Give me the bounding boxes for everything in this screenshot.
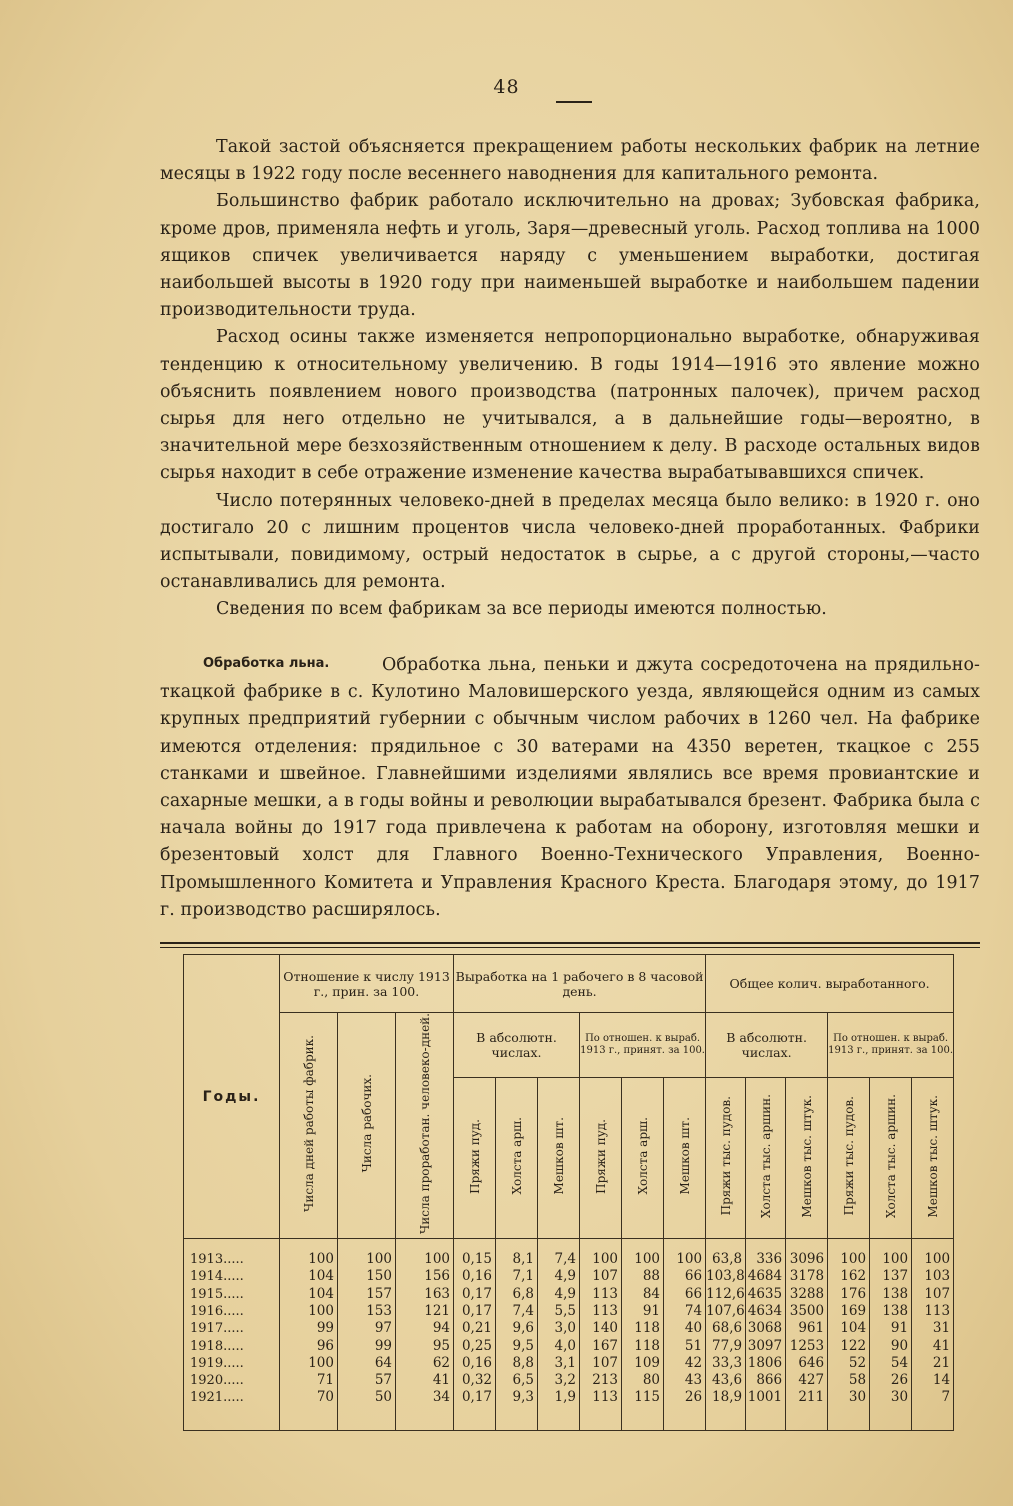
section-text bbox=[160, 652, 980, 924]
table-cell: 3096 bbox=[789, 1251, 825, 1268]
table-cell: 109 bbox=[634, 1354, 661, 1371]
table-cell: 118 bbox=[634, 1337, 661, 1354]
paragraph: Такой застой объясняется прекращением работы нескольких фабрик на летние месяцы в 1922 году после весеннего наводнения для капитального ремонта. bbox=[160, 137, 980, 185]
table-cell: 150 bbox=[366, 1268, 392, 1285]
table-cell: 6,8 bbox=[512, 1285, 535, 1302]
table-cell: 43,6 bbox=[712, 1372, 743, 1389]
year-label: 1916..... bbox=[190, 1303, 244, 1319]
table-cell: 7,4 bbox=[512, 1302, 535, 1319]
data-column bbox=[828, 1239, 870, 1431]
table-cell: 646 bbox=[798, 1354, 825, 1371]
table-cell: 336 bbox=[756, 1251, 783, 1268]
table-cell: 138 bbox=[882, 1302, 909, 1319]
table-cell: 100 bbox=[308, 1354, 334, 1371]
data-column bbox=[538, 1239, 580, 1431]
table-cell: 1253 bbox=[789, 1337, 825, 1354]
table-cell: 118 bbox=[634, 1320, 661, 1337]
table-cell: 21 bbox=[932, 1354, 951, 1371]
column-header: Пряжи пуд. bbox=[580, 1077, 622, 1238]
table-cell: 8,1 bbox=[512, 1251, 535, 1268]
table-cell: 157 bbox=[366, 1285, 392, 1302]
table-cell: 113 bbox=[592, 1389, 619, 1406]
group-header: Общее колич. выработанного. bbox=[706, 955, 954, 1013]
table-cell: 51 bbox=[684, 1337, 703, 1354]
table-cell: 74 bbox=[684, 1302, 703, 1319]
paragraph: Обработка льна, пеньки и джута сосредоточена на прядильно-ткацкой фабрике в с. Кулотино Маловишерского уезда, являющейся одним из самых крупных предприятий губернии с обычным числом рабочих в 1260 чел. На фабрике имеются отделения: прядильное с 30 ватерами на 4350 веретен, ткацкое с 255 станками и швейное. Главнейшими изделиями являлись все время провиантские и сахарные мешки, а в годы войны и революции вырабатывался брезент. Фабрика была с начала войны до 1917 года привлечена к работам на оборону, изготовляя мешки и брезентовый холст для Главного Военно-Технического Управления, Военно-Промышленного Комитета и Управления Красного Креста. Благодаря этому, до 1917 г. производство расширялось. bbox=[160, 655, 980, 920]
table-cell: 112,6 bbox=[706, 1285, 745, 1302]
table-cell: 31 bbox=[932, 1320, 951, 1337]
table-cell: 100 bbox=[676, 1251, 703, 1268]
table-cell: 100 bbox=[840, 1251, 867, 1268]
table-cell: 6,5 bbox=[512, 1372, 535, 1389]
table-cell: 0,21 bbox=[461, 1320, 493, 1337]
column-header: Мешков тыс. штук. bbox=[912, 1077, 954, 1238]
paragraph: Расход осины также изменяется непропорционально выработке, обнаруживая тенденцию к относительному увеличению. В годы 1914—1916 это явление можно объяснить появлением нового производства (патронных палочек), причем расход сырья для него отдельно не учитывался, а в дальнейшие годы—вероятно, в значительной мере безхозяйственным отношением к делу. В расходе остальных видов сырья находит в себе отражение изменение качества вырабатывавшихся спичек. bbox=[160, 327, 980, 484]
table-cell: 5,5 bbox=[554, 1302, 577, 1319]
table-cell: 104 bbox=[308, 1285, 334, 1302]
table-cell: 97 bbox=[374, 1320, 392, 1337]
data-column bbox=[786, 1239, 828, 1431]
table-cell: 0,17 bbox=[461, 1389, 493, 1406]
column-header: Холста тыс. аршин. bbox=[870, 1077, 912, 1238]
table-cell: 3288 bbox=[789, 1285, 825, 1302]
data-column bbox=[746, 1239, 786, 1431]
column-header: Числа рабочих. bbox=[338, 1013, 396, 1239]
table-cell: 40 bbox=[684, 1320, 703, 1337]
subgroup-header: В абсолютн. числах. bbox=[454, 1013, 580, 1078]
table-cell: 100 bbox=[424, 1251, 451, 1268]
table-cell: 94 bbox=[432, 1320, 451, 1337]
table-cell: 34 bbox=[432, 1389, 451, 1406]
table-cell: 1001 bbox=[747, 1389, 783, 1406]
body-text bbox=[160, 134, 980, 624]
column-header: Пряжи пуд. bbox=[454, 1077, 496, 1238]
year-label: 1918..... bbox=[190, 1338, 244, 1354]
table-cell: 26 bbox=[890, 1372, 909, 1389]
paragraph: Сведения по всем фабрикам за все периоды имеются полностью. bbox=[216, 599, 827, 620]
group-header: Выработка на 1 рабочего в 8 часовой день. bbox=[454, 955, 706, 1013]
table-cell: 91 bbox=[890, 1320, 909, 1337]
table-cell: 33,3 bbox=[712, 1354, 743, 1371]
table-cell: 43 bbox=[684, 1372, 703, 1389]
column-header: Пряжи тыс. пудов. bbox=[828, 1077, 870, 1238]
table-cell: 41 bbox=[932, 1337, 951, 1354]
column-header: Холста арш. bbox=[496, 1077, 538, 1238]
table-cell: 100 bbox=[592, 1251, 619, 1268]
table-cell: 100 bbox=[366, 1251, 392, 1268]
table-cell: 115 bbox=[634, 1389, 661, 1406]
column-header: Холста арш. bbox=[622, 1077, 664, 1238]
table-cell: 30 bbox=[890, 1389, 909, 1406]
table-cell: 156 bbox=[424, 1268, 451, 1285]
page-number: 48 bbox=[493, 76, 520, 98]
table-cell: 3500 bbox=[789, 1302, 825, 1319]
table-cell: 211 bbox=[798, 1389, 825, 1406]
table-cell: 137 bbox=[882, 1268, 909, 1285]
data-column bbox=[454, 1239, 496, 1431]
table-cell: 80 bbox=[642, 1372, 661, 1389]
table-cell: 70 bbox=[316, 1389, 334, 1406]
table-cell: 88 bbox=[642, 1268, 661, 1285]
table-cell: 4,9 bbox=[554, 1285, 577, 1302]
table-cell: 91 bbox=[642, 1302, 661, 1319]
production-table bbox=[183, 954, 954, 1431]
table-cell: 42 bbox=[684, 1354, 703, 1371]
table-cell: 153 bbox=[366, 1302, 392, 1319]
table-cell: 7 bbox=[941, 1389, 951, 1406]
table-cell: 107 bbox=[592, 1268, 619, 1285]
table-cell: 866 bbox=[756, 1372, 783, 1389]
table-cell: 103,8 bbox=[706, 1268, 745, 1285]
column-header: Мешков шт. bbox=[664, 1077, 706, 1238]
table-cell: 104 bbox=[308, 1268, 334, 1285]
column-header: Числа дней работы фабрик. bbox=[280, 1013, 338, 1239]
table-cell: 7,1 bbox=[512, 1268, 535, 1285]
table-rule bbox=[160, 947, 980, 948]
subgroup-header: По отношен. к выраб. 1913 г., принят. за 100. bbox=[580, 1013, 706, 1078]
table-cell: 96 bbox=[316, 1337, 334, 1354]
column-header: Пряжи тыс. пудов. bbox=[706, 1077, 746, 1238]
table-cell: 1806 bbox=[747, 1354, 783, 1371]
table-cell: 0,17 bbox=[461, 1302, 493, 1319]
data-column bbox=[496, 1239, 538, 1431]
column-header: Мешков шт. bbox=[538, 1077, 580, 1238]
column-header: Числа проработан. человеко-дней. bbox=[396, 1013, 454, 1239]
year-label: 1920..... bbox=[190, 1373, 244, 1389]
table-cell: 62 bbox=[432, 1354, 451, 1371]
data-column bbox=[338, 1239, 396, 1431]
table-cell: 100 bbox=[308, 1251, 334, 1268]
table-cell: 0,16 bbox=[461, 1354, 493, 1371]
table-cell: 26 bbox=[684, 1389, 703, 1406]
table-cell: 9,5 bbox=[512, 1337, 535, 1354]
table-cell: 66 bbox=[684, 1268, 703, 1285]
table-cell: 3,0 bbox=[554, 1320, 577, 1337]
data-column bbox=[664, 1239, 706, 1431]
data-column bbox=[580, 1239, 622, 1431]
table-cell: 113 bbox=[592, 1302, 619, 1319]
table-cell: 176 bbox=[840, 1285, 867, 1302]
table-cell: 18,9 bbox=[712, 1389, 743, 1406]
data-column bbox=[396, 1239, 454, 1431]
table-cell: 4634 bbox=[747, 1302, 783, 1319]
table-cell: 100 bbox=[308, 1302, 334, 1319]
table-cell: 64 bbox=[374, 1354, 392, 1371]
years-header: Годы. bbox=[184, 955, 280, 1239]
table-cell: 50 bbox=[374, 1389, 392, 1406]
table-cell: 3068 bbox=[747, 1320, 783, 1337]
data-column bbox=[622, 1239, 664, 1431]
year-label: 1917..... bbox=[190, 1321, 244, 1337]
table-cell: 57 bbox=[374, 1372, 392, 1389]
table-cell: 63,8 bbox=[712, 1251, 743, 1268]
table-cell: 3097 bbox=[747, 1337, 783, 1354]
table-cell: 1,9 bbox=[554, 1389, 577, 1406]
column-header: Мешков тыс. штук. bbox=[786, 1077, 828, 1238]
paragraph: Число потерянных человеко-дней в пределах месяца было велико: в 1920 г. оно достигало 20 с лишним процентов числа человеко-дней проработанных. Фабрики испытывали, повидимому, острый недостаток в сырье, а с другой стороны,—часто останавливались для ремонта. bbox=[160, 490, 980, 593]
year-label: 1915..... bbox=[190, 1286, 244, 1302]
table-cell: 169 bbox=[840, 1302, 867, 1319]
table-cell: 107,6 bbox=[706, 1302, 745, 1319]
table-cell: 113 bbox=[592, 1285, 619, 1302]
table-cell: 0,15 bbox=[461, 1251, 493, 1268]
column-header: Холста тыс. аршин. bbox=[746, 1077, 786, 1238]
page-number-underline bbox=[556, 101, 592, 103]
year-label: 1919..... bbox=[190, 1355, 244, 1371]
table-cell: 167 bbox=[592, 1337, 619, 1354]
table-cell: 0,25 bbox=[461, 1337, 493, 1354]
table-cell: 9,6 bbox=[512, 1320, 535, 1337]
table-cell: 84 bbox=[642, 1285, 661, 1302]
table-cell: 41 bbox=[432, 1372, 451, 1389]
table-cell: 71 bbox=[316, 1372, 334, 1389]
table-cell: 162 bbox=[840, 1268, 867, 1285]
year-label: 1921..... bbox=[190, 1390, 244, 1406]
table-cell: 0,32 bbox=[461, 1372, 493, 1389]
table-cell: 54 bbox=[890, 1354, 909, 1371]
table-cell: 104 bbox=[840, 1320, 867, 1337]
table-cell: 0,17 bbox=[461, 1285, 493, 1302]
table-cell: 95 bbox=[432, 1337, 451, 1354]
group-header: Отношение к числу 1913 г., прин. за 100. bbox=[280, 955, 454, 1013]
table-cell: 138 bbox=[882, 1285, 909, 1302]
table-cell: 3,1 bbox=[554, 1354, 577, 1371]
table-cell: 52 bbox=[848, 1354, 867, 1371]
table-cell: 213 bbox=[592, 1372, 619, 1389]
section-heading: Обработка льна. bbox=[203, 656, 330, 671]
table-cell: 7,4 bbox=[554, 1251, 577, 1268]
year-label: 1913..... bbox=[190, 1252, 244, 1268]
table-cell: 3178 bbox=[789, 1268, 825, 1285]
table-cell: 99 bbox=[316, 1320, 334, 1337]
table-cell: 0,16 bbox=[461, 1268, 493, 1285]
table-cell: 4635 bbox=[747, 1285, 783, 1302]
table-cell: 3,2 bbox=[554, 1372, 577, 1389]
table-cell: 122 bbox=[840, 1337, 867, 1354]
data-column bbox=[706, 1239, 746, 1431]
table-cell: 4,9 bbox=[554, 1268, 577, 1285]
table-cell: 107 bbox=[592, 1354, 619, 1371]
table-cell: 140 bbox=[592, 1320, 619, 1337]
table-cell: 30 bbox=[848, 1389, 867, 1406]
table-cell: 961 bbox=[798, 1320, 825, 1337]
table-cell: 99 bbox=[374, 1337, 392, 1354]
table-cell: 163 bbox=[424, 1285, 451, 1302]
table-cell: 103 bbox=[924, 1268, 951, 1285]
table-cell: 14 bbox=[932, 1372, 951, 1389]
table-cell: 107 bbox=[924, 1285, 951, 1302]
table-cell: 4684 bbox=[747, 1268, 783, 1285]
paragraph: Большинство фабрик работало исключительно на дровах; Зубовская фабрика, кроме дров, применяла нефть и уголь, Заря—древесный уголь. Расход топлива на 1000 ящиков спичек увеличивается наряду с уменьшением выработки, достигая наибольшей высоты в 1920 году при наименьшей выработке и наибольшем падении производительности труда. bbox=[160, 191, 980, 321]
table-cell: 113 bbox=[924, 1302, 951, 1319]
table-cell: 77,9 bbox=[712, 1337, 743, 1354]
table-cell: 100 bbox=[634, 1251, 661, 1268]
subgroup-header: По отношен. к выраб. 1913 г., принят. за 100. bbox=[828, 1013, 954, 1078]
table-rule bbox=[160, 942, 980, 944]
table-cell: 68,6 bbox=[712, 1320, 743, 1337]
data-column bbox=[280, 1239, 338, 1431]
subgroup-header: В абсолютн. числах. bbox=[706, 1013, 828, 1078]
table-cell: 427 bbox=[798, 1372, 825, 1389]
table-cell: 8,8 bbox=[512, 1354, 535, 1371]
data-column bbox=[912, 1239, 954, 1431]
year-label: 1914..... bbox=[190, 1269, 244, 1285]
table-cell: 66 bbox=[684, 1285, 703, 1302]
table-cell: 100 bbox=[882, 1251, 909, 1268]
table-cell: 100 bbox=[924, 1251, 951, 1268]
table-cell: 121 bbox=[424, 1302, 451, 1319]
table-cell: 4,0 bbox=[554, 1337, 577, 1354]
table-cell: 90 bbox=[890, 1337, 909, 1354]
table-cell: 58 bbox=[848, 1372, 867, 1389]
table-cell: 9,3 bbox=[512, 1389, 535, 1406]
data-column bbox=[870, 1239, 912, 1431]
years-column bbox=[184, 1239, 280, 1431]
